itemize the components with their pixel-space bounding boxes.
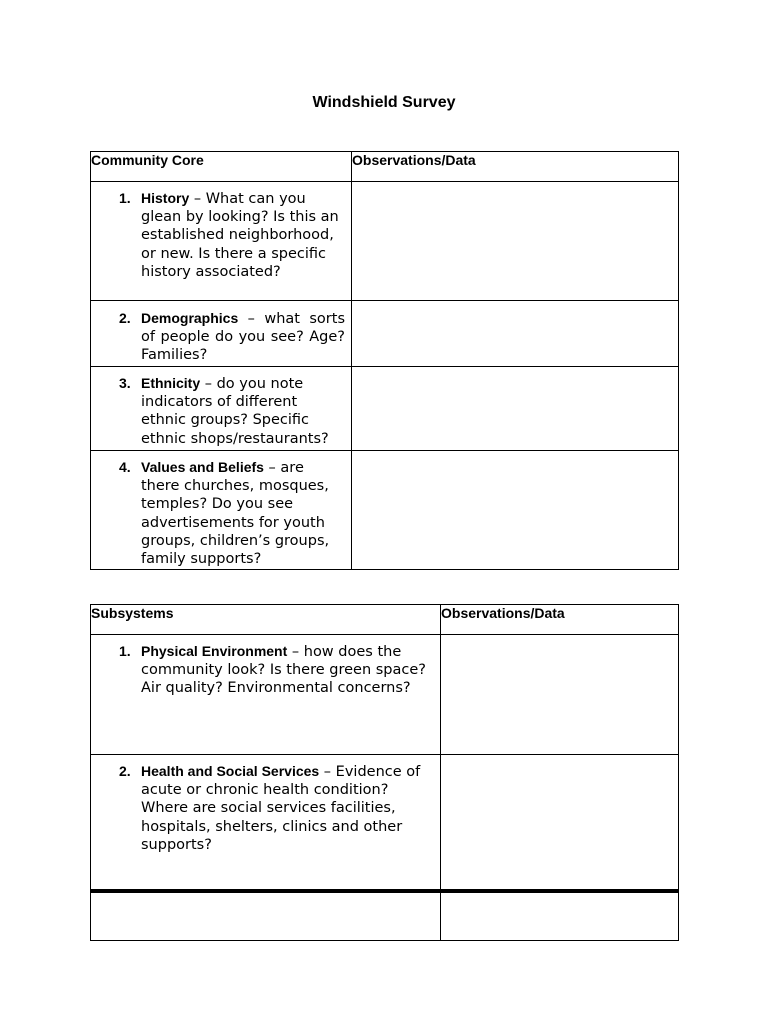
health-social-services-observations-field[interactable]: [441, 755, 679, 891]
item-description: – Evidence of acute or chronic health condition? Where are social services facilities, hospitals, shelters, clinics and other supports?: [141, 764, 421, 853]
demographics-observations-field[interactable]: [352, 301, 679, 367]
values-beliefs-cell: [91, 451, 352, 570]
history-cell: [91, 182, 352, 301]
table-header-row: [91, 152, 679, 182]
item-heading: Values and Beliefs: [141, 459, 264, 475]
physical-environment-cell: [91, 635, 441, 755]
item-heading: History: [141, 190, 190, 206]
item-description: – What can you glean by looking? Is this an established neighborhood, or new. Is there a specific history associated?: [141, 191, 339, 280]
document-title: Windshield Survey: [312, 94, 456, 111]
item-description: – do you note indicators of different ethnic groups? Specific ethnic shops/restaurants?: [141, 376, 329, 447]
ethnicity-observations-field[interactable]: [352, 367, 679, 451]
table-row: [91, 301, 679, 367]
table-row: [91, 891, 679, 941]
item-description: – what sorts of people do you see? Age? Families?: [141, 311, 345, 364]
table-row: [91, 367, 679, 451]
table-header-row: [91, 605, 679, 635]
table-row: [91, 451, 679, 570]
table-row: [91, 635, 679, 755]
item-description: – how does the community look? Is there green space? Air quality? Environmental concerns?: [141, 644, 426, 697]
table-row: [91, 182, 679, 301]
item-number: 3.: [119, 375, 131, 391]
item-number: 2.: [119, 763, 131, 779]
item-heading: Physical Environment: [141, 643, 288, 659]
observations-header: Observations/Data: [352, 152, 679, 182]
subsystems-table: [90, 604, 679, 941]
item-heading: Ethnicity: [141, 375, 201, 391]
empty-observations-field[interactable]: [441, 891, 679, 941]
ethnicity-cell: [91, 367, 352, 451]
subsystems-header: Subsystems: [91, 605, 441, 635]
empty-subsystem-cell[interactable]: [91, 891, 441, 941]
item-heading: Health and Social Services: [141, 763, 320, 779]
item-number: 1.: [119, 190, 131, 206]
item-number: 1.: [119, 643, 131, 659]
history-observations-field[interactable]: [352, 182, 679, 301]
table-row: [91, 755, 679, 891]
item-heading: Demographics: [141, 310, 239, 326]
demographics-cell: [91, 301, 352, 367]
physical-environment-observations-field[interactable]: [441, 635, 679, 755]
health-social-services-cell: [91, 755, 441, 891]
item-number: 4.: [119, 459, 131, 475]
item-number: 2.: [119, 310, 131, 326]
item-description: – are there churches, mosques, temples? Do you see advertisements for youth groups, children’s groups, family supports?: [141, 460, 330, 568]
community-core-header: Community Core: [91, 152, 352, 182]
community-core-table: [90, 151, 679, 570]
observations-header: Observations/Data: [441, 605, 679, 635]
values-beliefs-observations-field[interactable]: [352, 451, 679, 570]
